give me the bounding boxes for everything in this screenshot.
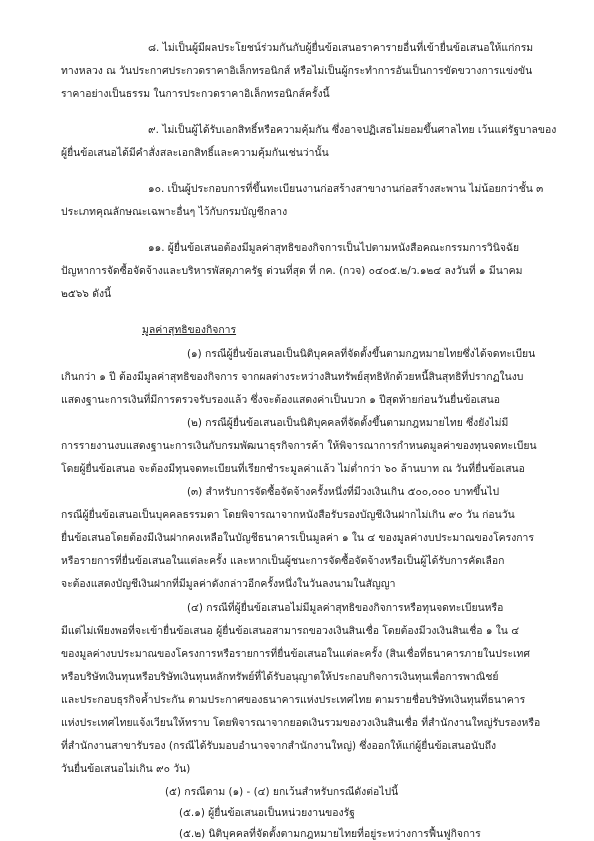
clause-11-line-1: ๑๑. ผู้ยื่นข้อเสนอต้องมีมูลค่าสุทธิของกิจการเป็นไปตามหนังสือคณะกรรมการวินิจฉัย <box>148 242 520 254</box>
item-1-line-2: เกินกว่า ๑ ปี ต้องมีมูลค่าสุทธิของกิจการ จากผลต่างระหว่างสินทรัพย์สุทธิหักด้วยหนี้สินสุทธิที่ปรากฏในงบ <box>61 371 524 383</box>
clause-10-line-2: ประเภทคุณลักษณะเฉพาะอื่นๆ ไว้กับกรมบัญชีกลาง <box>61 206 288 218</box>
item-5-1-line: (๕.๑) ผู้ยื่นข้อเสนอเป็นหน่วยงานของรัฐ <box>179 807 355 819</box>
item-2-line-2: การรายงานงบแสดงฐานะการเงินกับกรมพัฒนาธุรกิจการค้า ให้พิจารณาการกำหนดมูลค่าของทุนจดทะเบียน <box>61 440 537 452</box>
clause-8-line-2: ทางหลวง ณ วันประกาศประกวดราคาอิเล็กทรอนิกส์ หรือไม่เป็นผู้กระทำการอันเป็นการขัดขวางการแข่งขัน <box>61 65 533 77</box>
item-2-line-1: (๒) กรณีผู้ยื่นข้อเสนอเป็นนิติบุคคลที่จัดตั้งขึ้นตามกฎหมายไทย ซึ่งยังไม่มี <box>187 417 509 429</box>
item-4-line-8: วันยื่นข้อเสนอไม่เกิน ๙๐ วัน) <box>61 763 191 775</box>
item-4-line-4: หรือบริษัทเงินทุนหรือบริษัทเงินทุนหลักทรัพย์ที่ได้รับอนุญาตให้ประกอบกิจการเงินทุนเพื่อการพาณิชย์ <box>61 671 499 683</box>
clause-11-line-3: ๒๕๖๖ ดังนี้ <box>61 288 112 300</box>
item-1-line-1: (๑) กรณีผู้ยื่นข้อเสนอเป็นนิติบุคคลที่จัดตั้งขึ้นตามกฎหมายไทยซึ่งได้จดทะเบียน <box>187 348 536 360</box>
item-3-line-5: จะต้องแสดงบัญชีเงินฝากที่มีมูลค่าดังกล่าวอีกครั้งหนึ่งในวันลงนามในสัญญา <box>61 578 396 590</box>
clause-9-line-1: ๙. ไม่เป็นผู้ได้รับเอกสิทธิ์หรือความคุ้มกัน ซึ่งอาจปฏิเสธไม่ยอมขึ้นศาลไทย เว้นแต่รัฐบาลของ <box>148 124 557 136</box>
item-5-line-1: (๕) กรณีตาม (๑) - (๔) ยกเว้นสำหรับกรณีดังต่อไปนี้ <box>165 786 399 798</box>
item-3-line-3: ยื่นข้อเสนอโดยต้องมีเงินฝากคงเหลือในบัญชีธนาคารเป็นมูลค่า ๑ ใน ๔ ของมูลค่างบประมาณของโครงการ <box>61 532 534 544</box>
item-3-line-1: (๓) สำหรับการจัดซื้อจัดจ้างครั้งหนึ่งที่มีวงเงินเกิน ๕๐๐,๐๐๐ บาทขึ้นไป <box>187 486 500 498</box>
clause-11-line-2: ปัญหาการจัดซื้อจัดจ้างและบริหารพัสดุภาครัฐ ด่วนที่สุด ที่ กค. (กวจ) ๐๔๐๕.๒/ว.๑๒๔ ลงวันที่ ๑ มีนาคม <box>61 265 523 277</box>
item-3-line-2: กรณีผู้ยื่นข้อเสนอเป็นบุคคลธรรมดา โดยพิจารณาจากหนังสือรับรองบัญชีเงินฝากไม่เกิน ๙๐ วัน ก่อนวัน <box>61 509 515 521</box>
item-4-line-2: มีแต่ไม่เพียงพอที่จะเข้ายื่นข้อเสนอ ผู้ยื่นข้อเสนอสามารถขอวงเงินสินเชื่อ โดยต้องมีวงเงินสินเชื่อ ๑ ใน ๔ <box>61 625 520 637</box>
net-worth-heading: มูลค่าสุทธิของกิจการ <box>142 324 237 336</box>
item-4-line-3: ของมูลค่างบประมาณของโครงการหรือรายการที่ยื่นข้อเสนอในแต่ละครั้ง (สินเชื่อที่ธนาคารภายในประเทศ <box>61 648 530 660</box>
item-5-2-line: (๕.๒) นิติบุคคลที่จัดตั้งตามกฎหมายไทยที่อยู่ระหว่างการฟื้นฟูกิจการ <box>179 828 481 840</box>
item-3-line-4: หรือรายการที่ยื่นข้อเสนอในแต่ละครั้ง และหากเป็นผู้ชนะการจัดซื้อจัดจ้างหรือเป็นผู้ได้รับการคัดเลือก <box>61 555 505 567</box>
clause-8-line-1: ๘. ไม่เป็นผู้มีผลประโยชน์ร่วมกันกับผู้ยื่นข้อเสนอราคารายอื่นที่เข้ายื่นข้อเสนอให้แก่กรม <box>148 42 534 54</box>
item-4-line-1: (๔) กรณีที่ผู้ยื่นข้อเสนอไม่มีมูลค่าสุทธิของกิจการหรือทุนจดทะเบียนหรือ <box>187 602 504 614</box>
item-2-line-3: โดยผู้ยื่นข้อเสนอ จะต้องมีทุนจดทะเบียนที่เรียกชำระมูลค่าแล้ว ไม่ต่ำกว่า ๖๐ ล้านบาท ณ วันที่ยื่นข้อเสนอ <box>61 463 525 475</box>
item-4-line-5: และประกอบธุรกิจค้ำประกัน ตามประกาศของธนาคารแห่งประเทศไทย ตามรายชื่อบริษัทเงินทุนที่ธนาคาร <box>61 694 526 706</box>
clause-8-line-3: ราคาอย่างเป็นธรรม ในการประกวดราคาอิเล็กทรอนิกส์ครั้งนี้ <box>61 88 330 100</box>
item-4-line-6: แห่งประเทศไทยแจ้งเวียนให้ทราบ โดยพิจารณาจากยอดเงินรวมของวงเงินสินเชื่อ ที่สำนักงานใหญ่รับรองหรือ <box>61 717 541 729</box>
item-1-line-3: แสดงฐานะการเงินที่มีการตรวจรับรองแล้ว ซึ่งจะต้องแสดงค่าเป็นบวก ๑ ปีสุดท้ายก่อนวันยื่นข้อเสนอ <box>61 394 500 406</box>
item-4-line-7: ที่สำนักงานสาขารับรอง (กรณีได้รับมอบอำนาจจากสำนักงานใหญ่) ซึ่งออกให้แก่ผู้ยื่นข้อเสนอนับถึง <box>61 740 497 752</box>
clause-10-line-1: ๑๐. เป็นผู้ประกอบการที่ขึ้นทะเบียนงานก่อสร้างสาขางานก่อสร้างสะพาน ไม่น้อยกว่าชั้น ๓ <box>148 183 544 195</box>
clause-9-line-2: ผู้ยื่นข้อเสนอได้มีคำสั่งสละเอกสิทธิ์และความคุ้มกันเช่นว่านั้น <box>61 147 329 159</box>
